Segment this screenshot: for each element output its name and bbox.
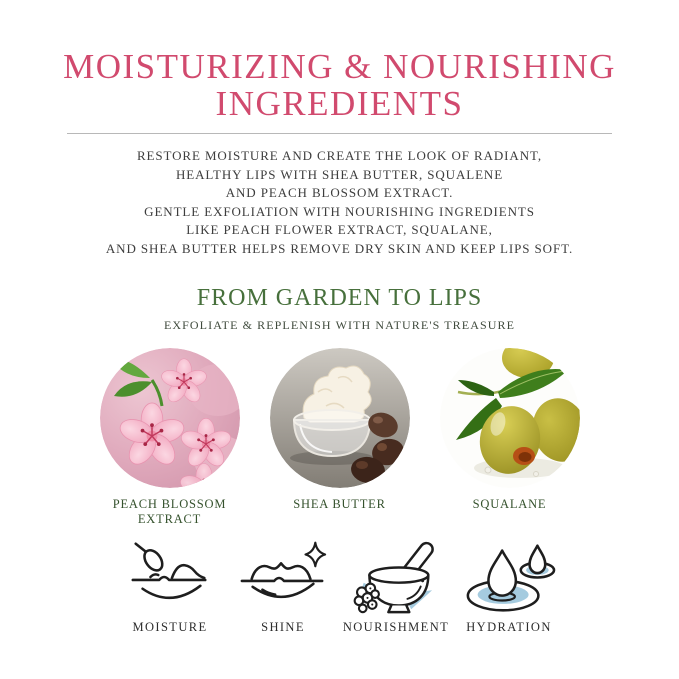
olives-photo-illustration xyxy=(440,348,580,488)
mortar-pestle-icon xyxy=(349,539,443,615)
benefit-label: NOURISHMENT xyxy=(342,619,450,634)
shea-butter-photo-illustration xyxy=(270,348,410,488)
intro-line: AND PEACH BLOSSOM EXTRACT. xyxy=(225,185,454,201)
intro-line: RESTORE MOISTURE AND CREATE THE LOOK OF RADIANT, xyxy=(136,148,543,163)
peach-blossom-photo xyxy=(100,348,240,488)
page-title xyxy=(63,48,616,122)
benefit-hydration xyxy=(453,539,566,635)
intro-line: AND SHEA BUTTER HELPS REMOVE DRY SKIN AND KEEP LIPS SOFT. xyxy=(105,240,574,256)
ingredient-label: SHEA BUTTER xyxy=(293,496,386,511)
ingredient-card-shea-butter xyxy=(255,348,425,527)
benefit-label: HYDRATION xyxy=(466,619,552,634)
ingredient-card-peach-blossom xyxy=(85,348,255,527)
ingredient-label: PEACH BLOSSOM EXTRACT xyxy=(112,496,227,526)
ingredient-label: SQUALANE xyxy=(472,496,547,511)
benefit-nourishment xyxy=(340,539,453,635)
intro-line: GENTLE EXFOLIATION WITH NOURISHING INGREDIENTS xyxy=(144,203,535,219)
water-drops-icon xyxy=(462,539,556,615)
intro-line: HEALTHY LIPS WITH SHEA BUTTER, SQUALENE xyxy=(175,166,504,182)
divider xyxy=(67,133,612,134)
intro-line: LIKE PEACH FLOWER EXTRACT, SQUALANE, xyxy=(186,222,493,238)
intro-paragraph xyxy=(106,147,573,259)
ingredients-row xyxy=(85,348,595,527)
ingredient-card-squalane xyxy=(425,348,595,527)
page-title-line1: MOISTURIZING & NOURISHING xyxy=(63,47,616,86)
section-subheading: EXFOLIATE & REPLENISH WITH NATURE'S TREASURE xyxy=(163,317,516,332)
benefits-row xyxy=(114,539,566,635)
lips-applicator-icon xyxy=(123,539,217,615)
shea-butter-photo xyxy=(270,348,410,488)
benefit-moisture xyxy=(114,539,227,635)
benefit-label: SHINE xyxy=(261,619,305,634)
section-heading: FROM GARDEN TO LIPS xyxy=(196,284,483,311)
olives-photo xyxy=(440,348,580,488)
lips-sparkle-icon xyxy=(236,539,330,615)
page-title-line2: INGREDIENTS xyxy=(215,84,464,123)
peach-blossom-photo-illustration xyxy=(100,348,240,488)
benefit-label: MOISTURE xyxy=(132,619,208,634)
benefit-shine xyxy=(227,539,340,635)
